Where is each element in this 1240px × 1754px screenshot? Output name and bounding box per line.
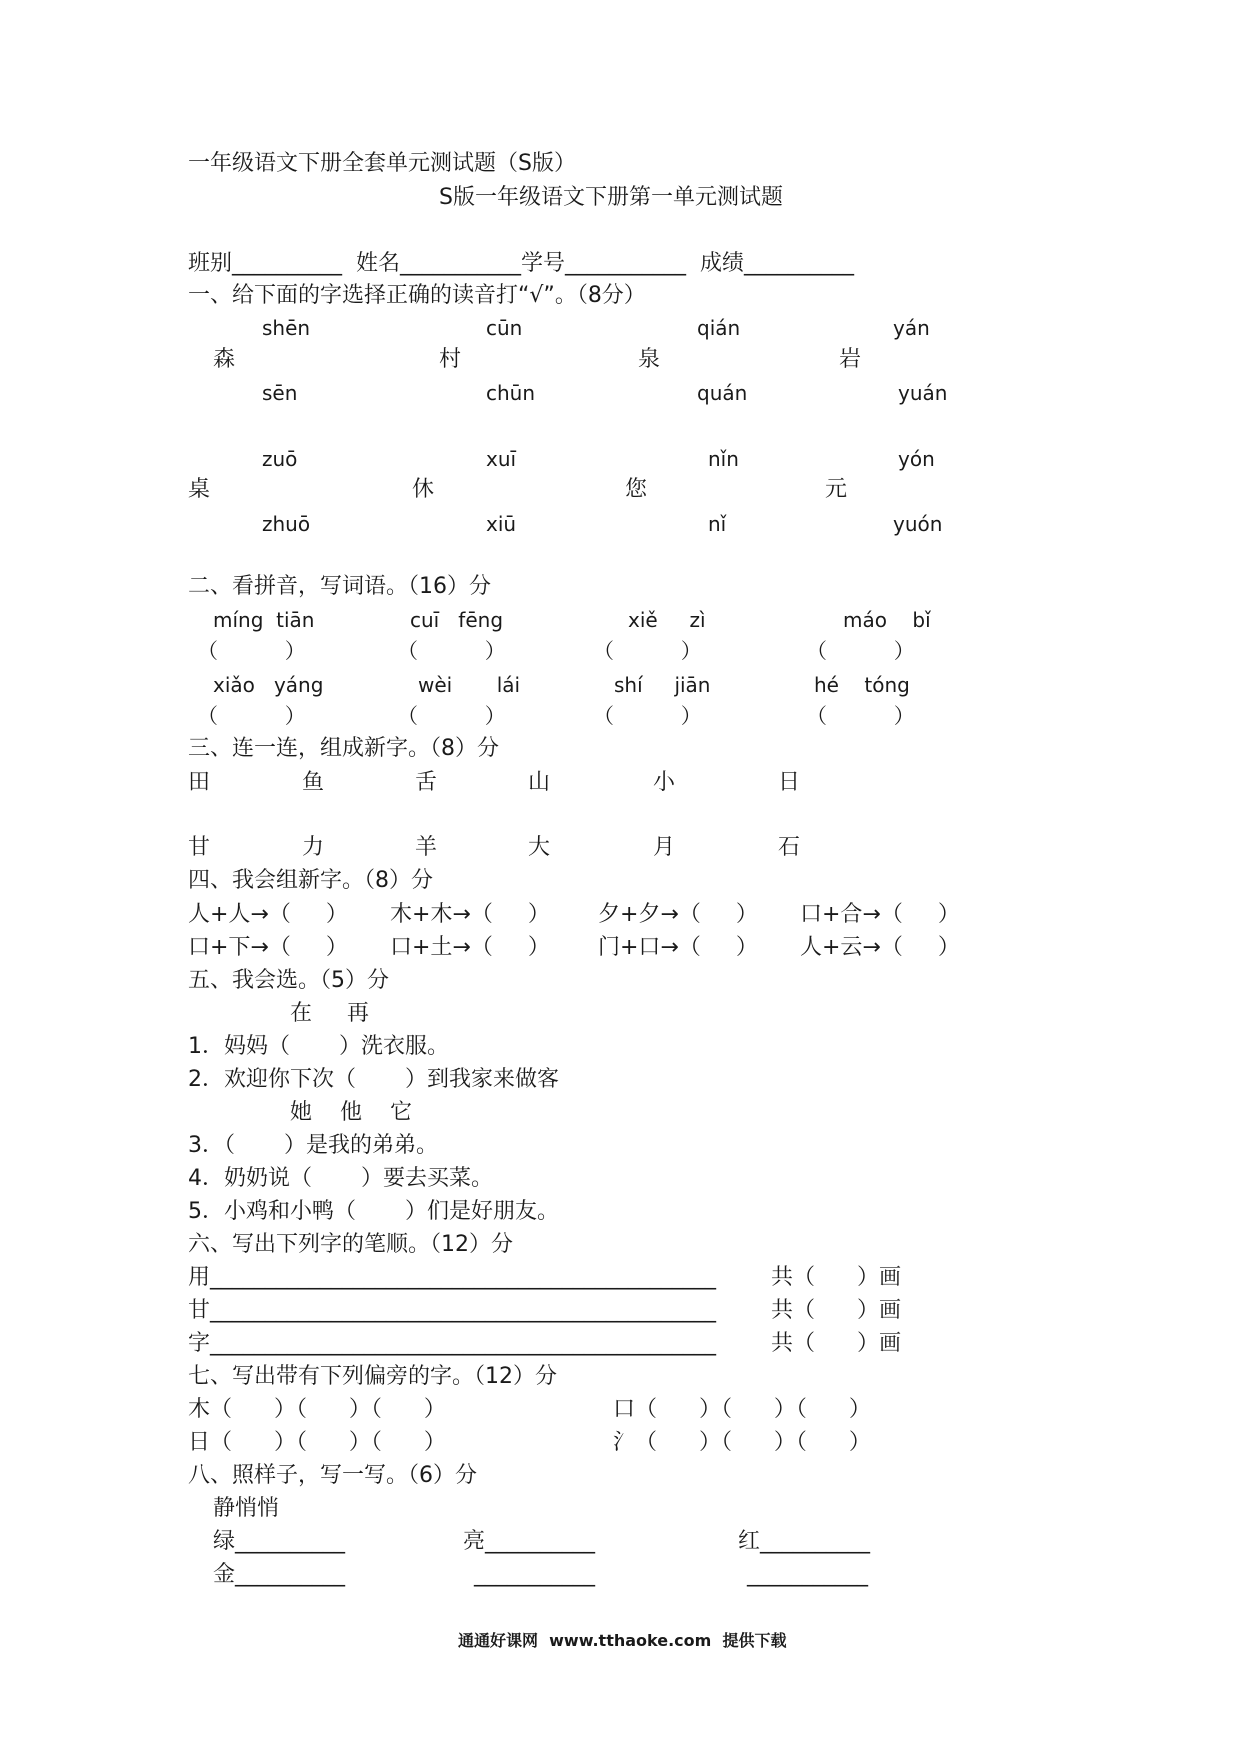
- component-character[interactable]: 甘: [188, 835, 211, 860]
- imitate-blank[interactable]: ___________: [474, 1562, 595, 1587]
- answer-blank[interactable]: （ ）: [197, 639, 306, 663]
- imitate-blank[interactable]: 金__________: [213, 1562, 346, 1587]
- document-main-title: 一年级语文下册全套单元测试题（S版）: [188, 151, 576, 176]
- word-pinyin: xiě zì: [628, 608, 706, 632]
- radical-row[interactable]: 氵（ ）（ ）（ ）: [613, 1430, 871, 1455]
- pinyin-option: xiū: [486, 512, 517, 536]
- word-choices: 在 再: [290, 1001, 369, 1026]
- pinyin-option: xuī: [486, 447, 517, 471]
- pinyin-option: nǐ: [708, 512, 727, 536]
- stroke-char: 用: [188, 1265, 211, 1290]
- example-word: 静悄悄: [213, 1496, 280, 1521]
- fill-question[interactable]: 4．奶奶说（ ）要去买菜。: [188, 1166, 493, 1191]
- radical-row[interactable]: 木（ ）（ ）（ ）: [188, 1397, 446, 1422]
- student-info-line: 班别__________ 姓名___________学号___________ 成绩__________: [188, 251, 854, 276]
- compose-item[interactable]: 人+人→（ ）: [188, 902, 348, 927]
- section-6-heading: 六、写出下列字的笔顺。（12）分: [188, 1232, 513, 1257]
- component-character[interactable]: 月: [653, 835, 676, 860]
- test-character: 泉: [638, 347, 661, 372]
- pinyin-option: yán: [893, 316, 930, 340]
- answer-blank[interactable]: （ ）: [197, 704, 306, 728]
- pinyin-option: shēn: [262, 316, 311, 340]
- fill-question[interactable]: 3．（ ）是我的弟弟。: [188, 1133, 438, 1158]
- component-character[interactable]: 鱼: [302, 770, 325, 795]
- component-character[interactable]: 小: [653, 770, 676, 795]
- compose-item[interactable]: 木+木→（ ）: [390, 902, 550, 927]
- answer-blank[interactable]: （ ）: [593, 704, 702, 728]
- section-4-heading: 四、我会组新字。（8）分: [188, 868, 433, 893]
- component-character[interactable]: 日: [778, 770, 801, 795]
- section-2-heading: 二、看拼音，写词语。（16）分: [188, 574, 491, 599]
- imitate-blank[interactable]: 红__________: [738, 1529, 871, 1554]
- compose-item[interactable]: 夕+夕→（ ）: [598, 902, 758, 927]
- word-pinyin: míng tiān: [213, 608, 315, 632]
- pinyin-option: zhuō: [262, 512, 311, 536]
- answer-blank[interactable]: （ ）: [397, 704, 506, 728]
- stroke-count[interactable]: 共（ ）画: [771, 1331, 901, 1356]
- test-character: 桌: [188, 477, 211, 502]
- answer-blank[interactable]: （ ）: [593, 639, 702, 663]
- pinyin-option: yón: [898, 447, 935, 471]
- compose-item[interactable]: 口+合→（ ）: [800, 902, 960, 927]
- answer-blank[interactable]: （ ）: [806, 704, 915, 728]
- footer-download-note: 通通好课网 www.tthaoke.com 提供下载: [458, 1631, 787, 1650]
- test-character: 森: [213, 347, 236, 372]
- word-pinyin: wèi lái: [418, 673, 521, 697]
- stroke-blank[interactable]: ______________________________________________: [210, 1298, 716, 1323]
- imitate-blank[interactable]: 绿__________: [213, 1529, 346, 1554]
- word-pinyin: xiǎo yáng: [213, 673, 324, 697]
- pinyin-option: chūn: [486, 381, 536, 405]
- compose-item[interactable]: 人+云→（ ）: [800, 935, 960, 960]
- document-sub-title: S版一年级语文下册第一单元测试题: [439, 185, 783, 210]
- stroke-count[interactable]: 共（ ）画: [771, 1265, 901, 1290]
- stroke-char: 字: [188, 1331, 211, 1356]
- imitate-blank[interactable]: 亮__________: [463, 1529, 596, 1554]
- pinyin-option: yuón: [893, 512, 943, 536]
- test-character: 村: [439, 347, 462, 372]
- stroke-blank[interactable]: ______________________________________________: [210, 1331, 716, 1356]
- pinyin-option: quán: [697, 381, 748, 405]
- compose-item[interactable]: 门+口→（ ）: [598, 935, 758, 960]
- stroke-blank[interactable]: ______________________________________________: [210, 1265, 716, 1290]
- pinyin-option: zuō: [262, 447, 298, 471]
- word-pinyin: shí jiān: [614, 673, 711, 697]
- test-character: 休: [412, 477, 435, 502]
- component-character[interactable]: 山: [528, 770, 551, 795]
- word-pinyin: cuī fēng: [410, 608, 504, 632]
- section-5-heading: 五、我会选。（5）分: [188, 968, 389, 993]
- component-character[interactable]: 羊: [415, 835, 438, 860]
- fill-question[interactable]: 5．小鸡和小鸭（ ）们是好朋友。: [188, 1199, 559, 1224]
- component-character[interactable]: 舌: [415, 770, 438, 795]
- test-character: 元: [825, 477, 848, 502]
- component-character[interactable]: 大: [528, 835, 551, 860]
- component-character[interactable]: 力: [302, 835, 325, 860]
- fill-question[interactable]: 2．欢迎你下次（ ）到我家来做客: [188, 1067, 559, 1092]
- pinyin-option: sēn: [262, 381, 298, 405]
- stroke-count[interactable]: 共（ ）画: [771, 1298, 901, 1323]
- section-8-heading: 八、照样子，写一写。（6）分: [188, 1463, 477, 1488]
- section-7-heading: 七、写出带有下列偏旁的字。（12）分: [188, 1364, 557, 1389]
- pinyin-option: yuán: [898, 381, 948, 405]
- word-pinyin: hé tóng: [814, 673, 910, 697]
- radical-row[interactable]: 日（ ）（ ）（ ）: [188, 1430, 446, 1455]
- component-character[interactable]: 田: [188, 770, 211, 795]
- component-character[interactable]: 石: [778, 835, 801, 860]
- pinyin-option: nǐn: [708, 447, 739, 471]
- stroke-char: 甘: [188, 1298, 211, 1323]
- radical-row[interactable]: 口（ ）（ ）（ ）: [613, 1397, 871, 1422]
- pinyin-option: qián: [697, 316, 741, 340]
- imitate-blank[interactable]: ___________: [747, 1562, 868, 1587]
- compose-item[interactable]: 口+土→（ ）: [390, 935, 550, 960]
- section-1-heading: 一、给下面的字选择正确的读音打“√”。（8分）: [188, 283, 646, 308]
- test-character: 岩: [839, 347, 862, 372]
- answer-blank[interactable]: （ ）: [806, 639, 915, 663]
- section-3-heading: 三、连一连，组成新字。（8）分: [188, 736, 499, 761]
- fill-question[interactable]: 1．妈妈（ ）洗衣服。: [188, 1034, 449, 1059]
- compose-item[interactable]: 口+下→（ ）: [188, 935, 348, 960]
- word-pinyin: máo bǐ: [843, 608, 931, 632]
- pinyin-option: cūn: [486, 316, 523, 340]
- test-character: 您: [625, 477, 648, 502]
- answer-blank[interactable]: （ ）: [397, 639, 506, 663]
- word-choices: 她 他 它: [290, 1100, 412, 1125]
